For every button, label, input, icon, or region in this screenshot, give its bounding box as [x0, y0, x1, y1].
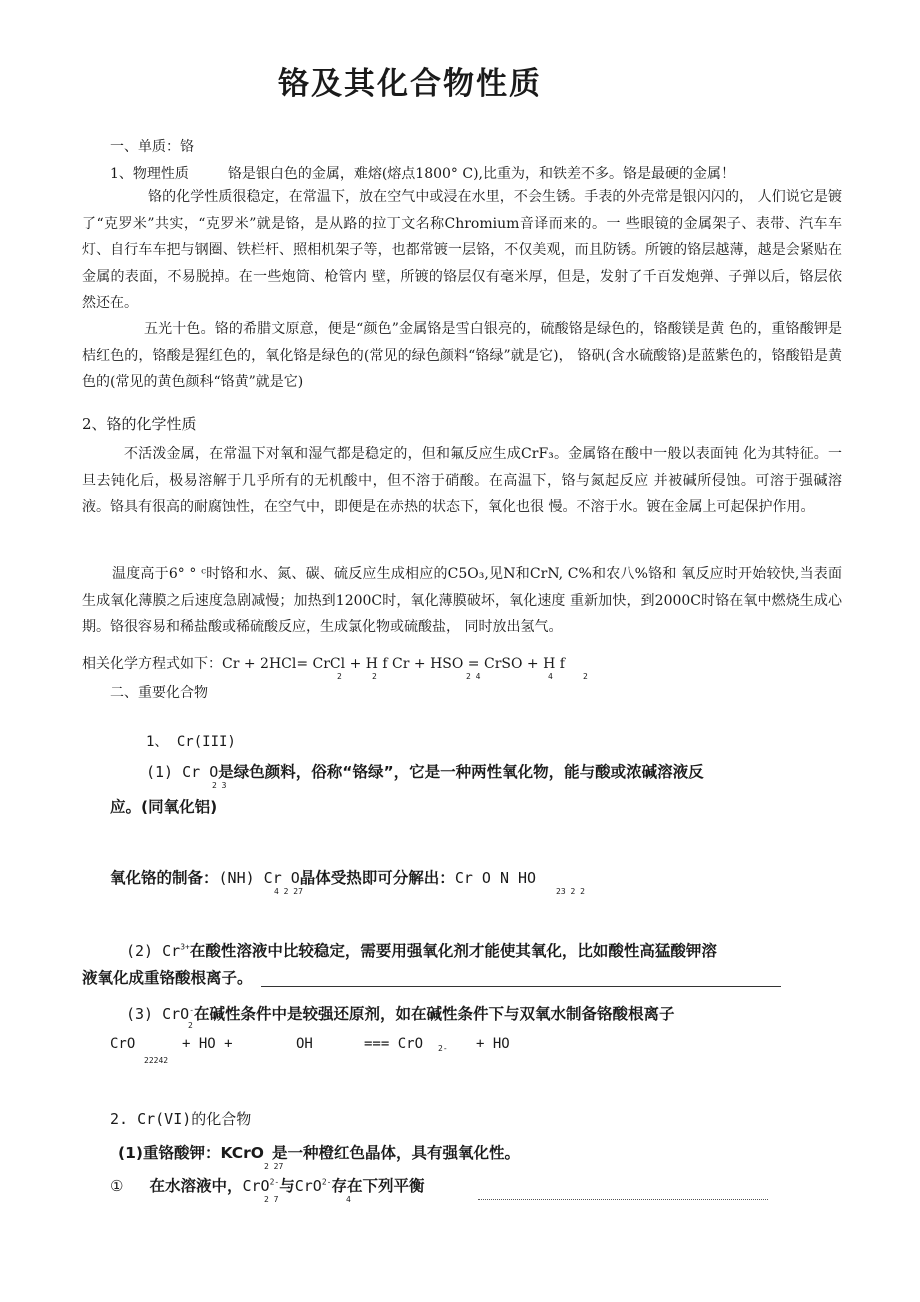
eq3-reactant: CrO: [110, 1036, 136, 1052]
item1-text: 是绿色颜料，俗称“铬绿”，它是一种两性氧化物，能与酸或浓碱溶液反: [218, 763, 704, 781]
eq3-product: === CrO: [364, 1036, 424, 1052]
cr3-label: 1、 Cr(III): [146, 734, 236, 750]
k2cr2o7-text: 是一种橙红色晶体，具有强氧化性。: [271, 1144, 520, 1162]
prep-label: 氧化铬的制备：: [110, 869, 219, 887]
k2cr2o7-line: [118, 1141, 520, 1163]
item1-continuation: 应。(同氧化铝): [110, 798, 218, 816]
prep-line: [110, 866, 536, 888]
item1-formula: (1) Cr O: [146, 763, 219, 781]
item2-charge: 3+: [180, 942, 190, 952]
item2-line: [126, 939, 717, 961]
eq3-product-charge: 2-: [438, 1044, 448, 1053]
eq-sub: 2: [583, 672, 588, 681]
cr6-label: [110, 1108, 251, 1129]
equilibrium-line: [110, 1174, 424, 1196]
prep-formula: (NH) Cr O: [218, 869, 300, 887]
dichromate-charge: 2-: [269, 1177, 280, 1187]
answer-blank: [261, 985, 781, 987]
colors-text: 五光十色。铬的希腊文原意，便是“颜色”金属铬是雪白银亮的，硫酸铬是绿色的，铬酸镁是黄 色的，重铬酸钾是桔红色的，铬酸是猩红色的，氧化铬是绿色的(常见的绿色颜料“铬绿”就是它)， 铬矾(含水硫酸铬)是蓝紫色的，铬酸铅是黄色的(常见的黄色颜科“铬黄”就是它): [82, 321, 842, 390]
dichromate-formula: CrO: [242, 1177, 270, 1195]
chem-stability-text: 铬的化学性质很稳定，在常温下，放在空气中或浸在水里，不会生锈。手表的外壳常是银闪闪的， 人们说它是镀了“克罗米”共实，“克罗米”就是铬，是从路的拉丁文名称Chromium音译而来的。一 些眼镜的金属架子、表带、汽车车灯、自行车车把与钢圈、铁栏杆、照相机架子等，也都常镀一层铬，不仅美观，而且防锈。所镀的铬层越薄，越是会紧贴在金属的表面，不易脱掉。在一些炮筒、枪管内 壁，所镀的铬层仅有毫米厚，但是，发射了千百发炮弹、子弹以后，铬层依然还在。: [82, 189, 842, 311]
answer-blank: [478, 1199, 768, 1200]
eq-sub: 4: [548, 672, 553, 681]
circled-one: ①: [110, 1177, 124, 1195]
item3-formula: (3) CrO: [126, 1005, 190, 1023]
prep-text: 晶体受热即可分解出：: [299, 869, 455, 887]
item3-charge: -: [189, 1005, 195, 1015]
colors-paragraph: [82, 316, 842, 396]
eq3-reactant-sub: 22242: [144, 1056, 169, 1065]
physical-properties-line: [110, 163, 735, 183]
temperature-paragraph: [82, 561, 842, 641]
item1-subs: 2 3: [212, 781, 227, 790]
chem-stability-paragraph: [82, 184, 842, 317]
item3-sub: 2: [188, 1021, 193, 1030]
equilibrium-text: 存在下列平衡: [331, 1177, 425, 1195]
item2-continuation-line: [82, 966, 781, 988]
temperature-text: 温度高于6° ° ᶜ时铬和水、氮、碳、硫反应生成相应的C5O₃,见N和CrN, C%和农八%铬和 氧反应时开始较快,当表面生成氧化薄膜之后速度急剧减慢；加热到1200C时，氧化薄膜破坏，氧化速度 重新加快，到2000C时铬在氧中燃烧生成心期。铬很容易和稀盐酸或稀硫酸反应，生成氯化物或硫酸盐， 同时放出氢气。: [82, 566, 842, 635]
page-title: 铬及其化合物性质: [278, 66, 542, 102]
chromate-sub: 4: [346, 1195, 351, 1204]
dichromate-sub: 2 7: [264, 1195, 279, 1204]
item3-line: [126, 1002, 675, 1024]
chem-behavior-text: 不活泼金属，在常温下对氧和湿气都是稳定的，但和氟反应生成CrF₃。金属铬在酸中一般以表面钝 化为其特征。一旦去钝化后，极易溶解于几乎所有的无机酸中，但不溶于硝酸。在高温下，铬与氮起反应 并被碱所侵蚀。可溶于强碱溶液。铬具有很高的耐腐蚀性，在空气中，即便是在赤热的状态下，氧化也很 慢。不溶于水。镀在金属上可起保护作用。: [82, 446, 842, 515]
physical-properties-label: 1、物理性质: [110, 166, 189, 182]
equation-line: 相关化学方程式如下：Cr + 2HCl= CrCl + H f Cr + HSO = CrSO + H f: [82, 656, 565, 672]
prep-subs: 4 2 27: [274, 887, 303, 896]
section-heading-element: 一、单质：铬: [110, 139, 194, 155]
item2-formula: (2) Cr: [126, 942, 181, 960]
eq3-plus-h2o2: + HO +: [182, 1036, 233, 1052]
eq3-water: + HO: [476, 1036, 510, 1052]
k2cr2o7-label: (1)重铬酸钾：KCrO: [118, 1144, 264, 1162]
eq-sub: 2 4: [466, 672, 481, 681]
item2-text: 在酸性溶液中比较稳定，需要用强氧化剂才能使其氧化，比如酸性高猛酸钾溶: [189, 942, 717, 960]
chem-behavior-paragraph: [82, 441, 842, 521]
eq3-hydroxide: OH: [296, 1036, 313, 1052]
compounds-heading: 二、重要化合物: [110, 685, 208, 701]
prep-products: Cr O N HO: [454, 869, 537, 887]
item3-text: 在碱性条件中是较强还原剂，如在碱性条件下与双氧水制备铬酸根离子: [194, 1005, 675, 1023]
cr6-label-text: 2. Cr(VI)的化合物: [110, 1110, 252, 1128]
prep-subs: 23 2 2: [556, 887, 585, 896]
physical-properties-text: 铬是银白色的金属，难熔(熔点1800° C),比重为，和铁差不多。铬是最硬的金属！: [227, 166, 735, 182]
eq-sub: 2: [372, 672, 377, 681]
k2cr2o7-subs: 2 27: [264, 1162, 284, 1171]
chromate-charge: 2-: [321, 1177, 332, 1187]
item2-continuation: 液氧化成重铬酸根离子。: [82, 969, 253, 987]
chem-properties-heading: 2、铬的化学性质: [82, 415, 197, 433]
equilibrium-intro: 在水溶液中，: [149, 1177, 243, 1195]
eq-sub: 2: [337, 672, 342, 681]
item1-line: [146, 760, 704, 782]
chromate-formula: CrO: [294, 1177, 322, 1195]
equilibrium-and: 与: [279, 1177, 295, 1195]
